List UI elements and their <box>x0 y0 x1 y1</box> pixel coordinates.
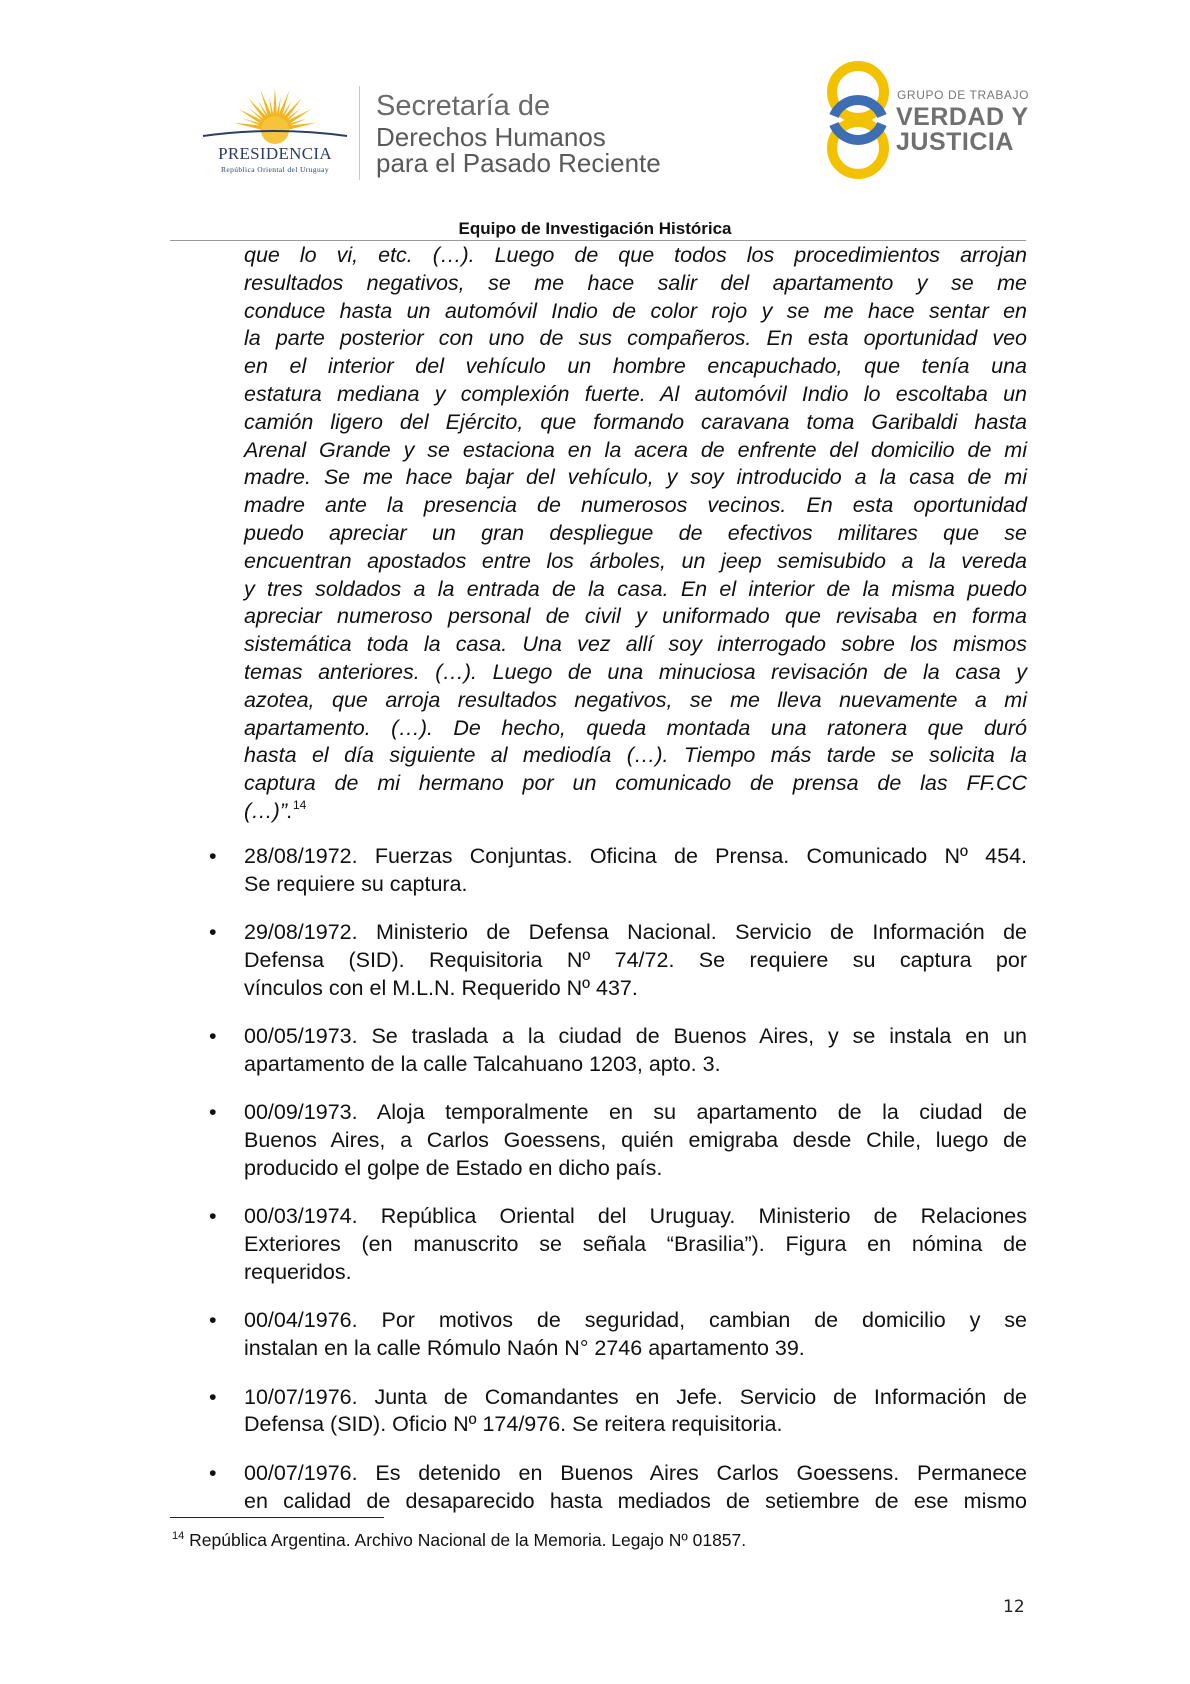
list-item <box>205 1460 1027 1516</box>
page-header <box>0 0 1190 240</box>
list-item <box>205 1384 1027 1440</box>
list-item-line: 00/09/1973. Aloja temporalmente en su apartamento de la ciudad de <box>244 1100 1027 1125</box>
list-item <box>205 1203 1027 1286</box>
list-item-line: Defensa (SID). Oficio Nº 174/976. Se reitera requisitoria. <box>244 1412 783 1437</box>
list-item-line: 00/05/1973. Se traslada a la ciudad de Buenos Aires, y se instala en un <box>244 1024 1027 1049</box>
list-item-line: Buenos Aires, a Carlos Goessens, quién emigraba desde Chile, luego de <box>244 1128 1027 1153</box>
quote-line: encuentran apostados entre los árboles, un jeep semisubido a la vereda <box>244 548 1027 573</box>
quote-line: azotea, que arroja resultados negativos, se me lleva nuevamente a mi <box>244 687 1027 712</box>
footnote-reference[interactable]: 14 <box>292 797 307 812</box>
footnote <box>172 1530 746 1551</box>
team-title: Equipo de Investigación Histórica <box>458 219 732 238</box>
header-rule <box>170 240 1026 241</box>
quote-line: sistemática toda la casa. Una vez allí soy interrogado sobre los mismos <box>244 632 1027 657</box>
quote-line: temas anteriores. (…). Luego de una minuciosa revisación de la casa y <box>244 659 1027 684</box>
quote-line: en el interior del vehículo un hombre encapuchado, que tenía una <box>244 354 1027 379</box>
gtvj-line-3: JUSTICIA <box>896 128 1014 156</box>
quote-line: madre ante la presencia de numerosos vecinos. En esta oportunidad <box>244 493 1027 518</box>
quote-line: que lo vi, etc. (…). Luego de que todos los procedimientos arrojan <box>244 243 1027 267</box>
page-number: 12 <box>1003 1597 1025 1617</box>
list-item <box>205 843 1027 899</box>
list-item-line: apartamento de la calle Talcahuano 1203, apto. 3. <box>244 1051 721 1076</box>
bullet-icon: • <box>209 844 217 868</box>
bullet-icon: • <box>209 1460 217 1485</box>
secretaria-line-3: para el Pasado Reciente <box>376 148 661 178</box>
list-item-line: 29/08/1972. Ministerio de Defensa Nacional. Servicio de Información de <box>244 920 1027 945</box>
quote-last-line <box>244 798 1027 826</box>
bullet-icon: • <box>209 920 217 945</box>
bullet-icon: • <box>209 1308 217 1333</box>
secretaria-line-2: Derechos Humanos <box>376 122 606 152</box>
quote-line: apartamento. (…). De hecho, queda montada una ratonera que duró <box>244 715 1027 740</box>
bullet-icon: • <box>209 1384 217 1409</box>
quote-line: camión ligero del Ejército, que formando caravana toma Garibaldi hasta <box>244 409 1027 434</box>
footnote-text: República Argentina. Archivo Nacional de la Memoria. Legajo Nº 01857. <box>189 1530 747 1550</box>
quote-line: apreciar numeroso personal de civil y uniformado que revisaba en forma <box>244 604 1027 629</box>
quote-line: resultados negativos, se me hace salir del apartamento y se me <box>244 270 1027 295</box>
list-item-line: Defensa (SID). Requisitoria Nº 74/72. Se requiere su captura por <box>244 947 1027 972</box>
footnote-separator <box>170 1517 384 1518</box>
list-item <box>205 1023 1027 1079</box>
list-item-line: 00/04/1976. Por motivos de seguridad, cambian de domicilio y se <box>244 1308 1027 1333</box>
header-divider <box>359 86 360 180</box>
quote-line: conduce hasta un automóvil Indio de color rojo y se me hace sentar en <box>244 298 1027 323</box>
quote-line: puedo apreciar un gran despliegue de efectivos militares que se <box>244 520 1027 545</box>
list-item-line: en calidad de desaparecido hasta mediados de setiembre de ese mismo <box>244 1488 1027 1513</box>
quote-closing: (…)”. <box>244 798 293 823</box>
presidencia-subtitle: República Oriental del Uruguay <box>220 165 329 174</box>
quote-line: la parte posterior con uno de sus compañeros. En esta oportunidad veo <box>244 326 1027 351</box>
quote-line: captura de mi hermano por un comunicado de prensa de las FF.CC <box>244 771 1027 796</box>
list-item-line: producido el golpe de Estado en dicho país. <box>244 1155 663 1180</box>
bullet-icon: • <box>209 1100 217 1125</box>
list-item <box>205 1099 1027 1182</box>
gtvj-line-1: GRUPO DE TRABAJO <box>897 88 1030 102</box>
list-item-line: instalan en la calle Rómulo Naón N° 2746 apartamento 39. <box>244 1336 805 1361</box>
list-item <box>205 1307 1027 1363</box>
list-item-line: 28/08/1972. Fuerzas Conjuntas. Oficina de Prensa. Comunicado Nº 454. <box>244 844 1027 868</box>
chronology-list <box>205 843 1027 1536</box>
quote-line: madre. Se me hace bajar del vehículo, y soy introducido a la casa de mi <box>244 465 1027 490</box>
list-item-line: 00/03/1974. República Oriental del Uruguay. Ministerio de Relaciones <box>244 1204 1027 1229</box>
quote-line: hasta el día siguiente al mediodía (…). Tiempo más tarde se solicita la <box>244 743 1027 768</box>
testimony-quote <box>244 242 1027 826</box>
bullet-icon: • <box>209 1024 217 1049</box>
quote-line: Arenal Grande y se estaciona en la acera de enfrente del domicilio de mi <box>244 437 1027 462</box>
list-item-line: requeridos. <box>244 1259 352 1284</box>
gtvj-line-2: VERDAD Y <box>896 103 1029 131</box>
list-item-line: 10/07/1976. Junta de Comandantes en Jefe. Servicio de Información de <box>244 1384 1027 1409</box>
list-item <box>205 919 1027 1002</box>
list-item-line: 00/07/1976. Es detenido en Buenos Aires Carlos Goessens. Permanece <box>244 1460 1027 1485</box>
bullet-icon: • <box>209 1204 217 1229</box>
list-item-line: Se requiere su captura. <box>244 871 468 896</box>
secretaria-line-1: Secretaría de <box>376 90 551 122</box>
list-item-line: vínculos con el M.L.N. Requerido Nº 437. <box>244 975 638 1000</box>
list-item-line: Exteriores (en manuscrito se señala “Brasilia”). Figura en nómina de <box>244 1232 1027 1257</box>
presidencia-wordmark: PRESIDENCIA <box>218 144 332 163</box>
quote-line: estatura mediana y complexión fuerte. Al automóvil Indio lo escoltaba un <box>244 381 1027 406</box>
quote-line: y tres soldados a la entrada de la casa. En el interior de la misma puedo <box>244 576 1027 601</box>
verdad-justicia-rings-logo-icon <box>820 58 900 182</box>
footnote-number: 14 <box>172 1530 185 1542</box>
